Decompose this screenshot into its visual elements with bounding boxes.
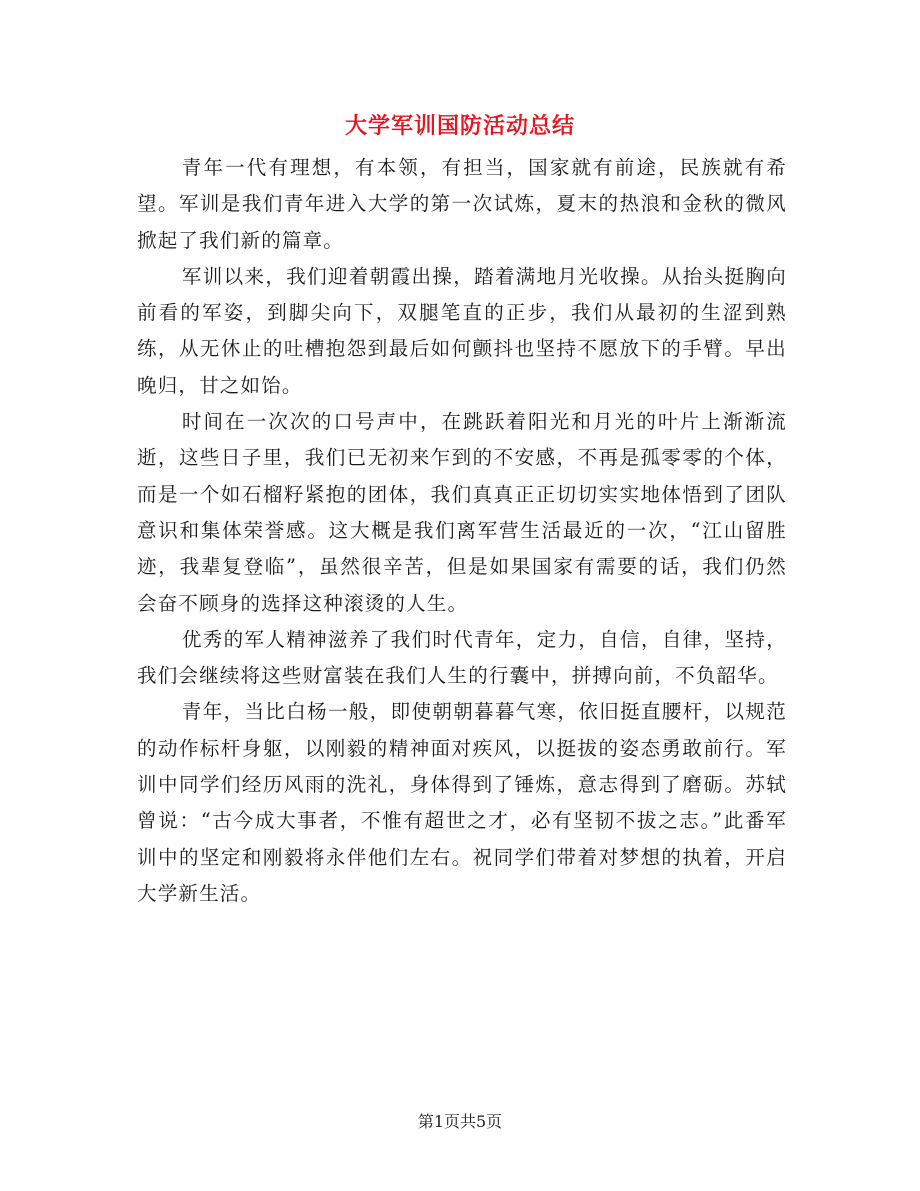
paragraph: 时间在一次次的口号声中，在跳跃着阳光和月光的叶片上渐渐流逝，这些日子里，我们已无初来乍到的不安感，不再是孤零零的个体，而是一个如石榴籽紧抱的团体，我们真真正正切切实实地体悟到了团队意识和集体荣誉感。这大概是我们离军营生活最近的一次，“江山留胜迹，我辈复登临”，虽然很辛苦，但是如果国家有需要的话，我们仍然会奋不顾身的选择这种滚烫的人生。	[137, 410, 787, 615]
paragraph: 青年，当比白杨一般，即使朝朝暮暮气寒，依旧挺直腰杆，以规范的动作标杆身躯，以刚毅的精神面对疾风，以挺拔的姿态勇敢前行。军训中同学们经历风雨的洗礼，身体得到了锤炼，意志得到了磨砺。苏轼曾说：“古今成大事者，不惟有超世之才，必有坚韧不拔之志。”此番军训中的坚定和刚毅将永伴他们左右。祝同学们带着对梦想的执着，开启大学新生活。	[137, 700, 787, 905]
paragraph: 优秀的军人精神滋养了我们时代青年，定力，自信，自律，坚持，我们会继续将这些财富装在我们人生的行囊中，拼搏向前，不负韶华。	[137, 627, 787, 688]
document-body	[137, 150, 787, 912]
document-title: 大学军训国防活动总结	[344, 113, 575, 139]
paragraph: 军训以来，我们迎着朝霞出操，踏着满地月光收操。从抬头挺胸向前看的军姿，到脚尖向下，双腿笔直的正步，我们从最初的生涩到熟练，从无休止的吐槽抱怨到最后如何颤抖也坚持不愿放下的手臂。早出晚归，甘之如饴。	[137, 264, 787, 397]
paragraph: 青年一代有理想，有本领，有担当，国家就有前途，民族就有希望。军训是我们青年进入大学的第一次试炼，夏末的热浪和金秋的微风掀起了我们新的篇章。	[137, 156, 787, 252]
page-number: 第1页共5页	[417, 1112, 503, 1131]
